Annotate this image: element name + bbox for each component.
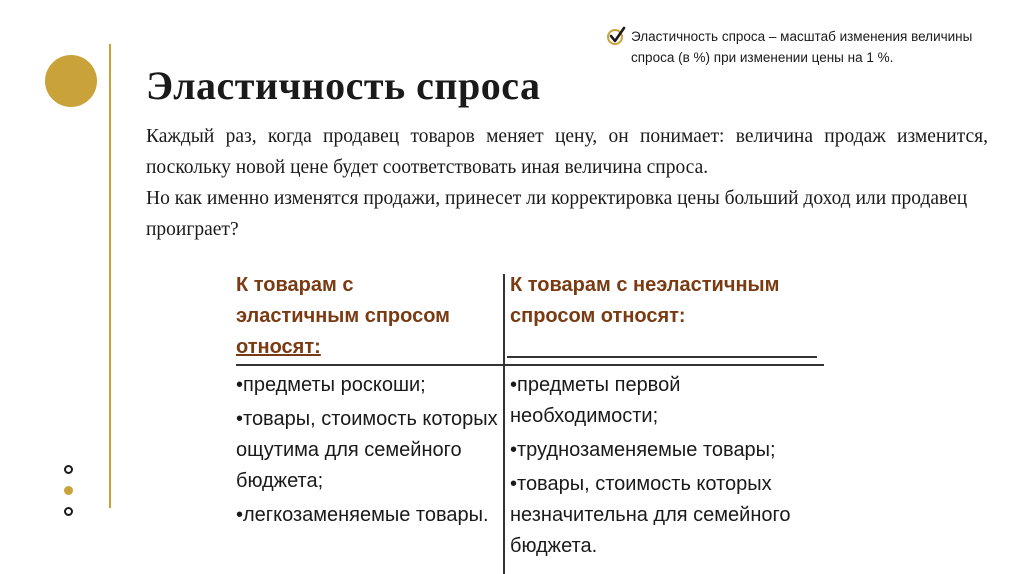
paragraph-2: Но как именно изменятся продажи, принесет ли корректировка цены больший доход или продавец проиграет? xyxy=(146,188,968,240)
list-item: •труднозаменяемые товары; xyxy=(510,439,776,461)
header-divider xyxy=(236,364,824,366)
elastic-header-line-1: К товарам с xyxy=(236,274,354,296)
accent-circle xyxy=(45,55,97,107)
elastic-items xyxy=(236,370,498,534)
column-divider xyxy=(503,274,505,574)
check-icon xyxy=(606,26,626,46)
elastic-header-line-3: относят: xyxy=(236,336,321,358)
elastic-header-line-2: эластичным спросом xyxy=(236,305,450,327)
definition-note xyxy=(608,26,1008,68)
list-item: •товары, стоимость которых незначительна для семейного бюджета. xyxy=(510,473,791,557)
definition-text: Эластичность спроса – масштаб изменения величины спроса (в %) при изменении цены на 1 %. xyxy=(631,29,973,65)
header-underline-right xyxy=(507,356,817,358)
nav-dot-3[interactable] xyxy=(64,507,73,516)
nav-dot-1[interactable] xyxy=(64,465,73,474)
comparison-table xyxy=(230,270,826,574)
paragraph-1: Каждый раз, когда продавец товаров меняет цену, он понимает: величина продаж изменится, поскольку новой цене будет соответствовать иная величина спроса. xyxy=(146,126,988,178)
accent-vertical-line xyxy=(109,44,111,508)
page-title: Эластичность спроса xyxy=(146,63,541,108)
elastic-header xyxy=(236,270,504,363)
inelastic-header-line-1: К товарам с неэластичным xyxy=(510,274,780,296)
list-item: •товары, стоимость которых ощутима для семейного бюджета; xyxy=(236,408,498,492)
inelastic-header xyxy=(510,270,826,332)
list-item: •предметы первой необходимости; xyxy=(510,374,681,427)
list-item: •предметы роскоши; xyxy=(236,374,426,396)
list-item: •легкозаменяемые товары. xyxy=(236,504,489,526)
inelastic-header-line-2: спросом относят: xyxy=(510,305,686,327)
nav-dot-2[interactable] xyxy=(64,486,73,495)
inelastic-items xyxy=(510,370,826,565)
intro-paragraph xyxy=(146,121,988,245)
